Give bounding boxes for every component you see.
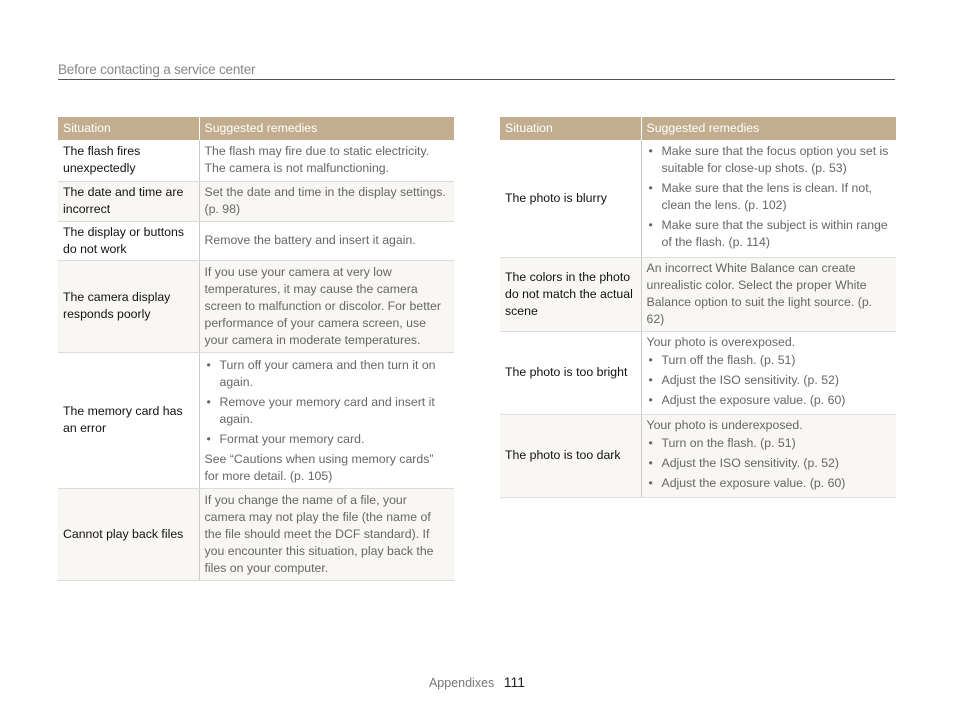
situation-cell: The memory card has an error [58,352,199,488]
situation-cell: The colors in the photo do not match the actual scene [500,257,641,331]
situation-cell: The photo is too dark [500,414,641,497]
page-number: 111 [503,674,526,690]
column-header-remedies: Suggested remedies [641,117,896,140]
list-item: • Adjust the exposure value. (p. 60) [647,392,892,409]
table-row [58,488,454,580]
situation-cell: Cannot play back files [58,488,199,580]
table-row [58,260,454,352]
remedy-cell: The flash may fire due to static electricity. The camera is not malfunctioning. [199,140,454,181]
table-row [58,221,454,260]
list-item: • Make sure that the lens is clean. If not, clean the lens. (p. 102) [647,180,892,214]
table-row [58,181,454,221]
remedy-list [647,352,892,409]
remedy-cell [641,414,896,497]
table-row [500,331,896,414]
remedy-cell [199,352,454,488]
list-item: • Adjust the ISO sensitivity. (p. 52) [647,372,892,389]
situation-cell: The display or buttons do not work [58,221,199,260]
remedy-intro: Your photo is underexposed. [646,417,803,432]
remedy-cell: Remove the battery and insert it again. [199,221,454,260]
column-header-situation: Situation [500,117,641,140]
situation-cell: The photo is blurry [500,140,641,257]
footer-section: Appendixes [428,676,495,690]
list-item: • Adjust the ISO sensitivity. (p. 52) [647,455,892,472]
table-row [58,352,454,488]
list-item: • Turn off your camera and then turn it on again. [205,357,450,391]
list-item: • Make sure that the focus option you set is suitable for close-up shots. (p. 53) [647,143,892,177]
remedy-cell: If you change the name of a file, your camera may not play the file (the name of the file should meet the DCF standard). If you encounter this situation, play back the files on your computer. [199,488,454,580]
remedy-cell: An incorrect White Balance can create unrealistic color. Select the proper White Balance option to suit the light source. (p. 62) [641,257,896,331]
remedy-list [647,435,892,492]
list-item: • Remove your memory card and insert it again. [205,394,450,428]
troubleshooting-table-right [500,117,896,498]
table-row [58,140,454,181]
page-footer [0,674,954,690]
remedy-note: See “Cautions when using memory cards” for more detail. (p. 105) [204,451,434,483]
situation-cell: The flash fires unexpectedly [58,140,199,181]
remedy-cell: Set the date and time in the display settings. (p. 98) [199,181,454,221]
situation-cell: The photo is too bright [500,331,641,414]
table-header-row [58,117,454,140]
column-header-remedies: Suggested remedies [199,117,454,140]
situation-cell: The camera display responds poorly [58,260,199,352]
page-header: Before contacting a service center [58,62,895,80]
list-item: • Make sure that the subject is within range of the flash. (p. 114) [647,217,892,251]
remedy-cell [641,140,896,257]
table-row [500,414,896,497]
remedy-list [647,143,892,251]
list-item: • Turn off the flash. (p. 51) [647,352,892,369]
remedy-list [205,357,450,448]
remedy-cell [641,331,896,414]
situation-cell: The date and time are incorrect [58,181,199,221]
remedy-cell: If you use your camera at very low temperatures, it may cause the camera screen to malfunction or discolor. For better performance of your camera screen, use your camera in moderate temperatures. [199,260,454,352]
remedy-intro: Your photo is overexposed. [646,334,796,349]
list-item: • Adjust the exposure value. (p. 60) [647,475,892,492]
troubleshooting-table-left [58,117,454,581]
list-item: • Format your memory card. [205,431,450,448]
table-row [500,140,896,257]
list-item: • Turn on the flash. (p. 51) [647,435,892,452]
column-header-situation: Situation [58,117,199,140]
table-header-row [500,117,896,140]
table-row [500,257,896,331]
